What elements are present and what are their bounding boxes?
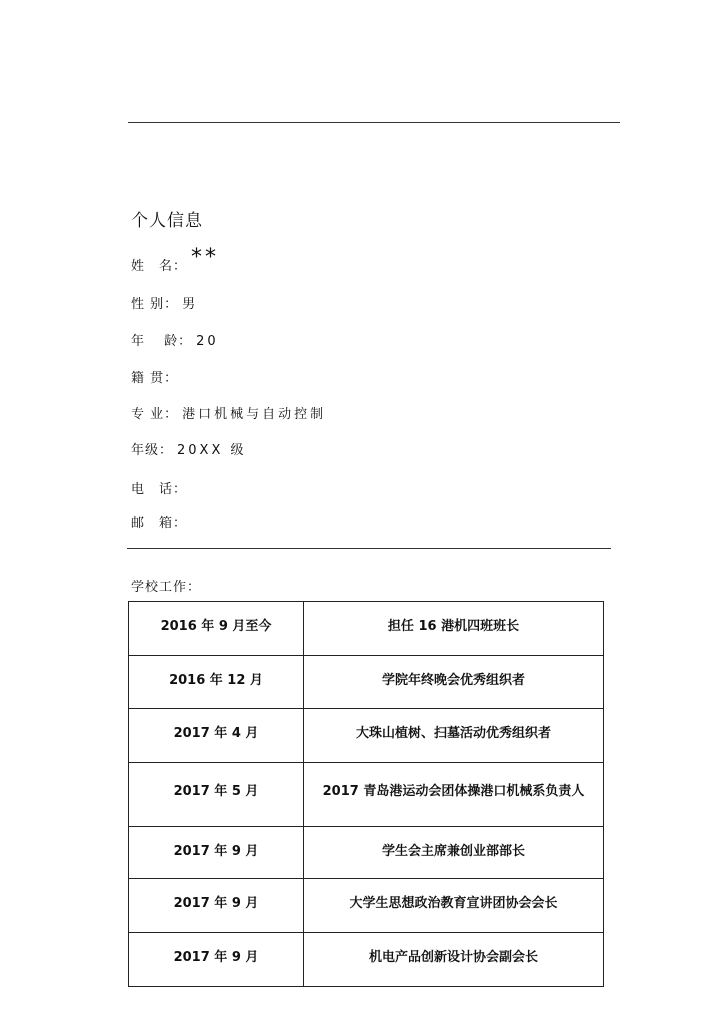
field-age-value: 20 — [196, 334, 219, 349]
table-row — [129, 933, 604, 987]
role-text: 机电产品创新设计协会副会长 — [368, 950, 538, 965]
field-email-label: 邮 箱： — [131, 516, 188, 531]
table-cell-date — [129, 602, 304, 656]
role-text: 学院年终晚会优秀组织者 — [381, 673, 525, 688]
table-row — [129, 709, 604, 763]
table-cell-date — [129, 709, 304, 763]
field-name — [131, 245, 220, 274]
table-cell-role — [304, 879, 604, 933]
field-age-label: 年 龄： — [131, 334, 193, 349]
role-text: 大珠山植树、扫墓活动优秀组织者 — [355, 726, 551, 741]
field-gender — [131, 295, 198, 315]
table-row — [129, 656, 604, 709]
field-age — [131, 332, 219, 352]
table-cell-role — [304, 763, 604, 827]
date-text: 2016 年 9 月至今 — [160, 619, 272, 634]
date-text: 2017 年 4 月 — [173, 726, 259, 741]
table-cell-date — [129, 933, 304, 987]
table-cell-role — [304, 656, 604, 709]
table-cell-date — [129, 763, 304, 827]
table-row — [129, 763, 604, 827]
field-grade — [131, 441, 247, 461]
field-phone — [131, 480, 191, 500]
table-cell-role — [304, 602, 604, 656]
section-title-school-work: 学校工作： — [131, 580, 202, 595]
date-text: 2017 年 9 月 — [173, 844, 259, 859]
field-major — [131, 405, 326, 425]
date-text: 2017 年 9 月 — [173, 950, 259, 965]
date-text: 2017 年 5 月 — [173, 784, 259, 799]
field-gender-label: 性 别： — [131, 297, 179, 312]
section-heading-personal-info: 个人信息 — [131, 211, 203, 231]
field-hometown — [131, 369, 182, 389]
field-major-value: 港口机械与自动控制 — [182, 407, 327, 422]
field-name-value: ** — [191, 245, 220, 270]
table-cell-role — [304, 933, 604, 987]
date-text: 2016 年 12 月 — [169, 673, 263, 688]
role-text: 学生会主席兼创业部部长 — [381, 844, 525, 859]
field-major-label: 专 业： — [131, 407, 179, 422]
field-email — [131, 514, 191, 534]
middle-rule — [127, 548, 611, 549]
date-text: 2017 年 9 月 — [173, 896, 259, 911]
top-rule — [128, 122, 620, 123]
table-cell-date — [129, 827, 304, 879]
field-phone-label: 电 话： — [131, 482, 188, 497]
table-cell-date — [129, 656, 304, 709]
school-work-table — [128, 601, 604, 987]
field-gender-value: 男 — [182, 297, 199, 312]
table-row — [129, 879, 604, 933]
table-row — [129, 602, 604, 656]
field-grade-value: 20XX 级 — [177, 443, 247, 458]
field-name-label: 姓 名： — [131, 259, 188, 274]
table-cell-role — [304, 709, 604, 763]
field-hometown-label: 籍 贯： — [131, 371, 179, 386]
table-cell-date — [129, 879, 304, 933]
role-text: 大学生思想政治教育宣讲团协会会长 — [349, 896, 558, 911]
role-text: 担任 16 港机四班班长 — [387, 619, 520, 634]
table-row — [129, 827, 604, 879]
field-grade-label: 年级： — [131, 443, 174, 458]
role-text: 2017 青岛港运动会团体操港口机械系负责人 — [322, 784, 585, 799]
table-cell-role — [304, 827, 604, 879]
